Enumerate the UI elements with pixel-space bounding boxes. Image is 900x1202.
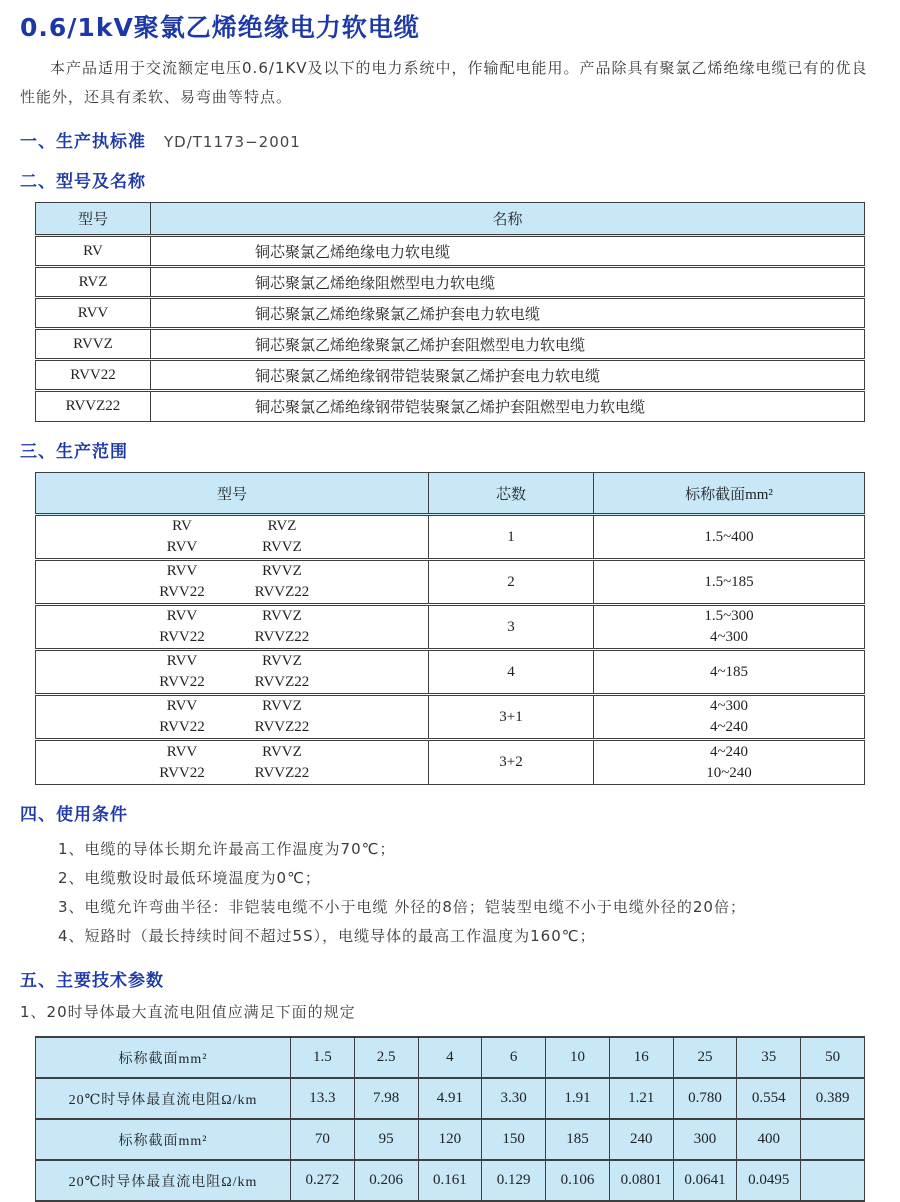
model-code: RVVZ [262,743,302,760]
table-row [36,740,865,785]
value-cell: 400 [737,1119,801,1160]
value-cell: 300 [673,1119,737,1160]
model-code: RVVZ22 [254,719,310,735]
name-cell: 铜芯聚氯乙烯绝缘阻燃型电力软电缆 [151,267,865,298]
header-cell-name: 名称 [151,203,865,236]
model-code: RVVZ22 [254,764,310,781]
section-range: 4~240 [709,743,749,760]
value-cell: 0.0495 [737,1160,801,1201]
model-cell: RVZ [36,267,151,298]
cores-cell: 3+1 [429,695,594,740]
section-3-label: 三、生产范围 [20,442,128,462]
section-cell [594,515,865,560]
models-cell [36,515,429,560]
model-cell: RVV22 [36,360,151,391]
cores-cell: 3+2 [429,740,594,785]
row-label-cell: 20℃时导体最直流电阻Ω/km [36,1078,291,1119]
value-cell: 1.91 [546,1078,610,1119]
value-cell: 0.780 [673,1078,737,1119]
value-cell: 0.272 [291,1160,355,1201]
header-cell-section: 标称截面mm² [594,473,865,515]
value-cell: 1.21 [609,1078,673,1119]
model-grid [36,698,428,736]
model-name-table [35,202,865,422]
model-code: RVVZ [262,563,302,579]
model-grid [36,744,428,782]
value-cell: 50 [801,1037,865,1078]
section-range: 1.5~185 [704,573,754,590]
section-heading-models [20,167,880,192]
value-cell: 150 [482,1119,546,1160]
model-grid [36,653,428,691]
models-cell [36,740,429,785]
condition-item: 1、电缆的导体长期允许最高工作温度为70℃； [58,840,396,858]
table-row [36,1078,865,1119]
model-code: RVV22 [159,629,205,645]
condition-item: 2、电缆敷设时最低环境温度为0℃； [58,869,321,887]
section-cell [594,560,865,605]
value-cell: 2.5 [354,1037,418,1078]
cores-cell: 4 [429,650,594,695]
table-row [36,360,865,391]
condition-item: 3、电缆允许弯曲半径：非铠装电缆不小于电缆 外径的8倍；铠装型电缆不小于电缆外径的20倍； [58,898,746,916]
name-cell: 铜芯聚氯乙烯绝缘电力软电缆 [151,236,865,267]
table-row [36,515,865,560]
value-cell: 3.30 [482,1078,546,1119]
name-cell: 铜芯聚氯乙烯绝缘聚氯乙烯护套阻燃型电力软电缆 [151,329,865,360]
model-code: RVVZ22 [254,629,310,645]
table-row [36,605,865,650]
model-code: RVZ [267,518,297,534]
model-cell: RVVZ [36,329,151,360]
models-cell [36,605,429,650]
table-row [36,329,865,360]
table-row [36,650,865,695]
model-cell: RVV [36,298,151,329]
value-cell: 70 [291,1119,355,1160]
value-cell: 0.129 [482,1160,546,1201]
value-cell: 6 [482,1037,546,1078]
section-4-label: 四、使用条件 [20,805,128,825]
model-code: RVV [166,743,198,760]
section-range: 1.5~300 [704,608,754,624]
intro-paragraph: 本产品适用于交流额定电压0.6/1KV及以下的电力系统中，作输配电能用。产品除具有聚氯乙烯绝缘电缆已有的优良性能外，还具有柔软、易弯曲等特点。 [20,59,868,106]
model-code: RVV22 [159,584,205,600]
header-cell-model: 型号 [36,473,429,515]
model-code: RVVZ [262,653,302,669]
value-cell: 0.106 [546,1160,610,1201]
value-cell: 0.389 [801,1078,865,1119]
section-range: 4~300 [709,629,749,645]
table-row [36,1037,865,1078]
value-cell: 4 [418,1037,482,1078]
resistance-table [35,1036,865,1202]
section-heading-range [20,437,880,462]
section-cell [594,605,865,650]
value-cell: 240 [609,1119,673,1160]
section-heading-standard [20,127,880,152]
section-2-label: 二、型号及名称 [20,172,146,192]
table-row [36,267,865,298]
value-cell: 120 [418,1119,482,1160]
value-cell: 0.206 [354,1160,418,1201]
name-cell: 铜芯聚氯乙烯绝缘聚氯乙烯护套电力软电缆 [151,298,865,329]
model-code: RVV [166,539,198,555]
models-cell [36,695,429,740]
value-cell: 7.98 [354,1078,418,1119]
value-cell: 16 [609,1037,673,1078]
name-cell: 铜芯聚氯乙烯绝缘钢带铠装聚氯乙烯护套电力软电缆 [151,360,865,391]
section-cell [594,650,865,695]
usage-conditions-list [20,835,880,951]
model-code: RVV [166,698,198,714]
page-title: 0.6/1kV聚氯乙烯绝缘电力软电缆 [20,13,420,42]
model-code: RVV22 [159,674,205,690]
section-range: 10~240 [706,764,752,781]
models-cell [36,560,429,605]
value-cell [801,1160,865,1201]
value-cell: 185 [546,1119,610,1160]
section-cell [594,740,865,785]
section-heading-parameters [20,966,880,991]
model-cell: RV [36,236,151,267]
model-code: RVVZ [262,539,302,555]
cores-cell: 2 [429,560,594,605]
section-heading-conditions [20,800,880,825]
condition-item: 4、短路时（最长持续时间不超过5S），电缆导体的最高工作温度为160℃； [58,927,596,945]
section-cell [594,695,865,740]
standard-code: YD/T1173−2001 [164,133,301,151]
model-code: RVV22 [159,764,205,781]
value-cell: 1.5 [291,1037,355,1078]
cores-cell: 1 [429,515,594,560]
model-code: RVV22 [159,719,205,735]
section-range: 1.5~400 [704,528,754,545]
cores-cell: 3 [429,605,594,650]
section-range: 4~240 [709,719,749,735]
value-cell: 4.91 [418,1078,482,1119]
value-cell: 0.554 [737,1078,801,1119]
model-code: RVV [166,653,198,669]
table-header-row [36,203,865,236]
section-1-label: 一、生产执标准 [20,132,146,152]
header-cell-model: 型号 [36,203,151,236]
model-grid [36,563,428,601]
table-row [36,695,865,740]
header-cell-cores: 芯数 [429,473,594,515]
section-5-label: 五、主要技术参数 [20,971,164,991]
table-row [36,236,865,267]
value-cell: 13.3 [291,1078,355,1119]
model-cell: RVVZ22 [36,391,151,422]
model-code: RVVZ [262,608,302,624]
value-cell: 95 [354,1119,418,1160]
model-code: RVVZ [262,698,302,714]
value-cell: 0.0641 [673,1160,737,1201]
parameters-note: 1、20时导体最大直流电阻值应满足下面的规定 [20,1003,356,1021]
table-row [36,391,865,422]
model-code: RVV [166,608,198,624]
value-cell: 25 [673,1037,737,1078]
table-row [36,1119,865,1160]
model-code: RVVZ22 [254,584,310,600]
table-row [36,560,865,605]
row-label-cell: 标称截面mm² [36,1037,291,1078]
value-cell: 0.0801 [609,1160,673,1201]
production-range-table [35,472,865,785]
model-grid [36,608,428,646]
section-range: 4~300 [709,698,749,714]
name-cell: 铜芯聚氯乙烯绝缘钢带铠装聚氯乙烯护套阻燃型电力软电缆 [151,391,865,422]
value-cell [801,1119,865,1160]
table-row [36,1160,865,1201]
section-range: 4~185 [709,663,749,680]
value-cell: 10 [546,1037,610,1078]
model-code: RV [172,518,192,534]
models-cell [36,650,429,695]
row-label-cell: 20℃时导体最直流电阻Ω/km [36,1160,291,1201]
row-label-cell: 标称截面mm² [36,1119,291,1160]
model-code: RVVZ22 [254,674,310,690]
value-cell: 35 [737,1037,801,1078]
table-row [36,298,865,329]
model-grid [36,518,428,556]
model-code: RVV [166,563,198,579]
table-header-row [36,473,865,515]
value-cell: 0.161 [418,1160,482,1201]
